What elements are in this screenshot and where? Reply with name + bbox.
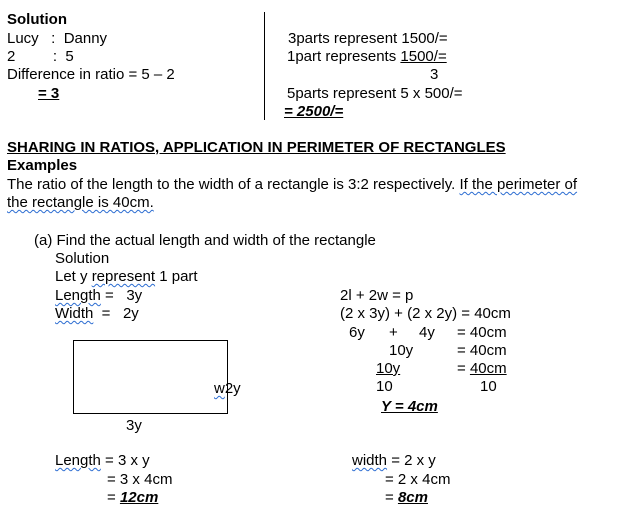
length-calc-line-1 xyxy=(55,452,150,470)
working-eq-3-sign: = xyxy=(457,360,470,377)
y-result: Y = 4cm xyxy=(381,398,438,415)
length-calc-word: Length xyxy=(55,452,101,469)
length-word: Length xyxy=(55,287,101,304)
length-value: = 3y xyxy=(100,287,143,304)
width-calc-line-3 xyxy=(385,489,428,507)
working-10y: 10y xyxy=(389,342,414,359)
working-10y-numerator: 10y xyxy=(376,360,401,377)
working-plus: + xyxy=(389,324,398,341)
problem-statement xyxy=(7,176,577,194)
parts-line-1: 3parts represent 1500/= xyxy=(288,30,448,47)
width-definition xyxy=(55,305,139,323)
width-calc-rest: = 2 x y xyxy=(387,452,436,469)
width-calc-word: width xyxy=(352,452,388,469)
column-divider xyxy=(264,12,265,120)
width-word: Width xyxy=(55,305,94,322)
perimeter-formula: 2l + 2w = p xyxy=(340,287,414,304)
ratio-row: 2 : 5 xyxy=(7,48,74,65)
let-word: represent xyxy=(91,268,156,285)
solution-heading: Solution xyxy=(7,11,67,28)
working-denominator-left: 10 xyxy=(376,378,393,395)
working-40cm-numerator: 40cm xyxy=(469,360,507,377)
parts-line-2 xyxy=(287,48,447,66)
fraction-denominator: 3 xyxy=(430,66,439,83)
width-calc-eq: = xyxy=(385,489,398,506)
parts-line-4: 5parts represent 5 x 500/= xyxy=(287,85,463,102)
working-6y: 6y xyxy=(349,324,365,341)
length-calc-rest: = 3 x y xyxy=(100,452,150,469)
working-denominator-right: 10 xyxy=(480,378,497,395)
problem-line-2: the rectangle is 40cm. xyxy=(7,194,154,211)
length-calc-line-3 xyxy=(107,489,158,507)
difference-result: = 3 xyxy=(38,85,60,102)
working-4y: 4y xyxy=(419,324,435,341)
parts-line-2-fraction: 1500/= xyxy=(400,48,447,65)
width-w-symbol: w xyxy=(214,380,225,397)
section-title: SHARING IN RATIOS, APPLICATION IN PERIMETER OF RECTANGLES xyxy=(7,139,506,156)
question-a: (a) Find the actual length and width of the rectangle xyxy=(34,232,376,249)
let-statement xyxy=(55,268,198,286)
width-value: = 2y xyxy=(93,305,139,322)
length-definition xyxy=(55,287,142,305)
parts-line-2-prefix: 1part represents xyxy=(287,48,401,65)
working-eq-3 xyxy=(457,360,507,378)
rectangle-width-label xyxy=(214,380,241,398)
rectangle-length-label: 3y xyxy=(126,417,142,434)
length-calc-eq: = xyxy=(107,489,120,506)
width-answer: 8cm xyxy=(397,489,428,506)
difference-row: Difference in ratio = 5 – 2 xyxy=(7,66,175,83)
problem-part-1: The ratio of the length to the width of a rectangle is 3:2 respectively. xyxy=(7,176,460,193)
rectangle-diagram xyxy=(73,340,228,414)
working-eq-1: = 40cm xyxy=(457,324,507,341)
perimeter-substitution: (2 x 3y) + (2 x 2y) = 40cm xyxy=(340,305,511,322)
let-suffix: 1 part xyxy=(155,268,198,285)
length-calc-line-2: = 3 x 4cm xyxy=(107,471,173,488)
let-prefix: Let y xyxy=(55,268,92,285)
width-calc-line-2: = 2 x 4cm xyxy=(385,471,451,488)
final-answer: = 2500/= xyxy=(284,103,344,120)
problem-part-2: If the perimeter of xyxy=(459,176,578,193)
length-answer: 12cm xyxy=(119,489,159,506)
examples-label: Examples xyxy=(7,157,78,174)
part-a-solution-label: Solution xyxy=(55,250,110,267)
width-calc-line-1 xyxy=(352,452,436,470)
working-eq-2: = 40cm xyxy=(457,342,507,359)
width-2y: 2y xyxy=(224,380,241,397)
names-row: Lucy : Danny xyxy=(7,30,108,47)
